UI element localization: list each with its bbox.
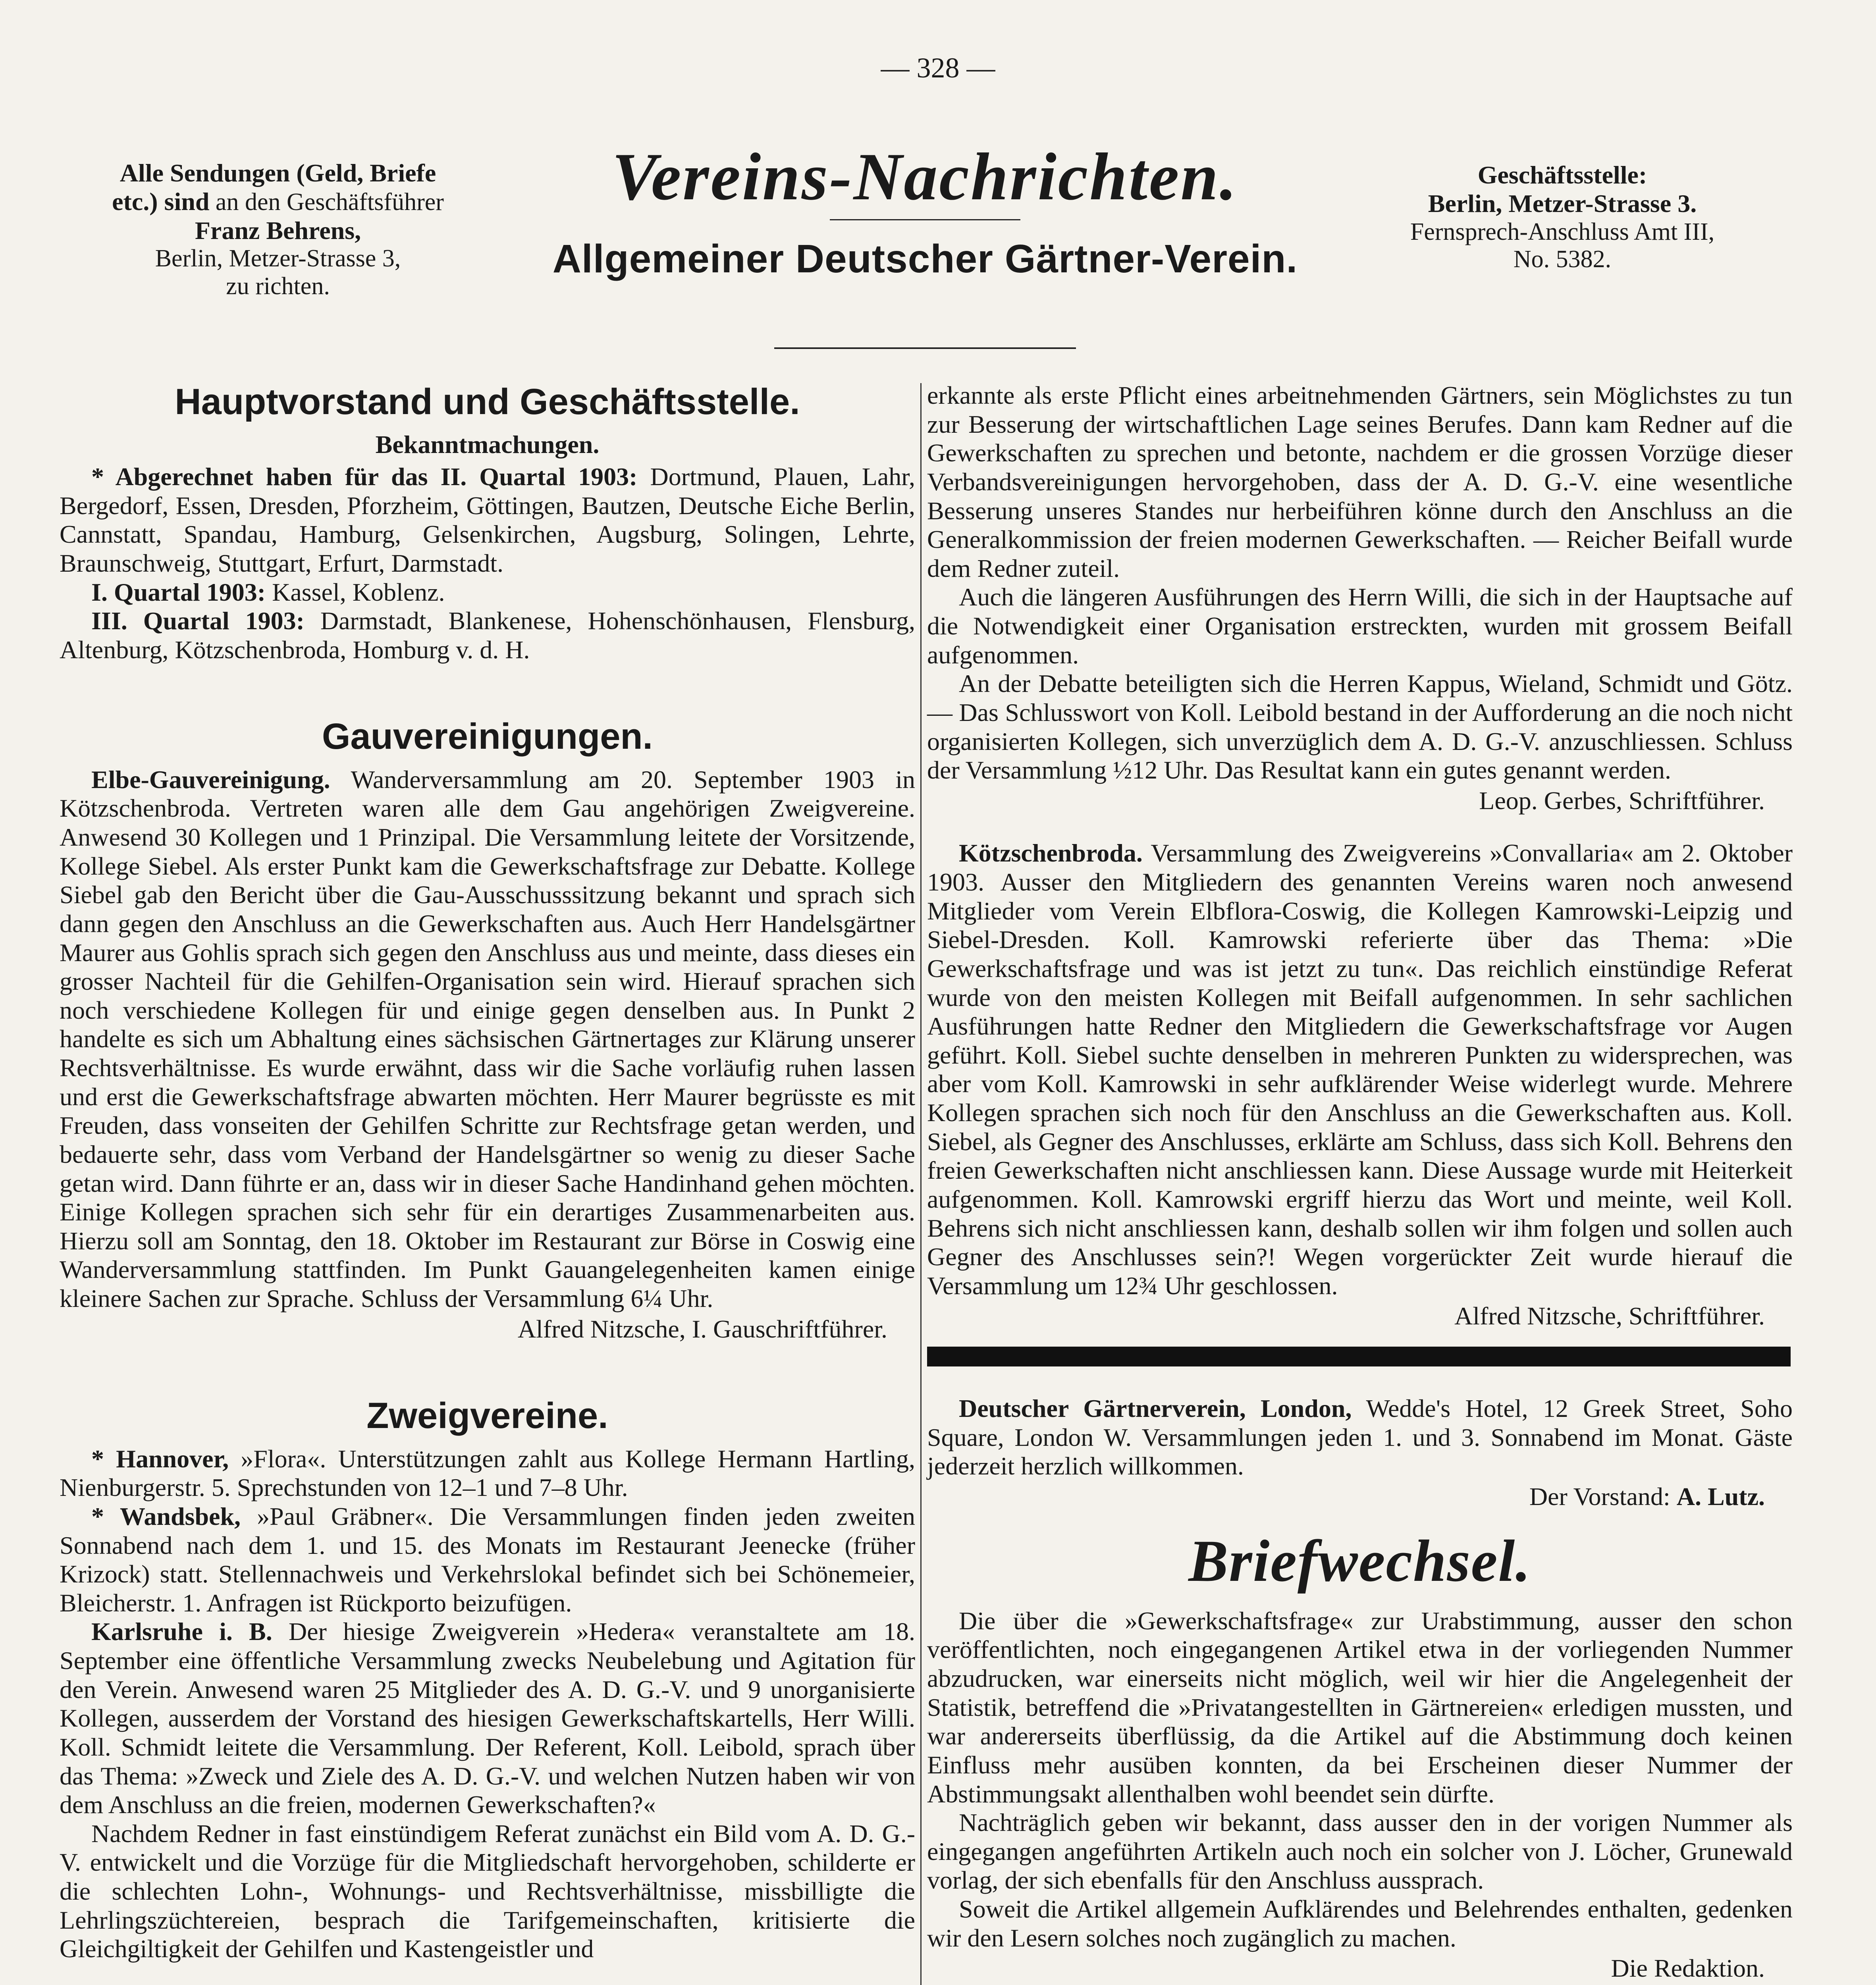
paragraph-brief-2: Nachträglich geben wir bekannt, dass ausser den in der vorigen Nummer als eingegangen angeführten Artikeln auch noch ein solcher von J. Löcher, Grunewald vorlag, der sich ebenfalls für den Anschluss aussprach. — [927, 1808, 1793, 1894]
header-left-line5: zu richten. — [226, 272, 330, 300]
signature-gerbes: Leop. Gerbes, Schriftführer. — [1479, 786, 1765, 815]
text-quartal-iii: Darmstadt, Blankenese, Hohenschönhausen, Flensburg, Altenburg, Kötzschenbroda, Homburg v. d. H. — [60, 607, 915, 664]
header-right-office — [1338, 161, 1787, 274]
text-quartal-ii: Dortmund, Plauen, Lahr, Bergedorf, Essen, Dresden, Pforzheim, Göttingen, Bautzen, Deutsche Eiche Berlin, Cannstatt, Spandau, Hamburg, Gelsenkirchen, Augsburg, Solingen, Lehrte, Braunschweig, Stuttgart, Erfurt, Darmstadt. — [60, 463, 916, 577]
lead-london: Deutscher Gärtnerverein, London, — [959, 1394, 1352, 1422]
text-hannover: »Flora«. Unterstützungen zahlt aus Kollege Hermann Hartling, Nienburgerstr. 5. Sprechstunden von 12–1 und 7–8 Uhr. — [60, 1444, 916, 1502]
section-title-gauvereinigungen: Gauvereinigungen. — [322, 716, 653, 757]
right-column — [927, 381, 1793, 1983]
masthead — [524, 139, 1326, 282]
left-column — [60, 381, 915, 1964]
page-number: — 328 — — [881, 52, 995, 84]
signature-vorstand-london — [927, 1482, 1765, 1511]
section-title-hauptvorstand: Hauptvorstand und Geschäftsstelle. — [175, 382, 800, 422]
paragraph-quartal-iii — [60, 607, 915, 664]
lead-hannover: * Hannover, — [91, 1444, 229, 1473]
header-right-line2: Berlin, Metzer-Strasse 3. — [1428, 189, 1697, 218]
signature-nitzsche-gau: Alfred Nitzsche, I. Gauschriftführer. — [517, 1314, 887, 1343]
paragraph-quartal-ii — [60, 463, 915, 578]
masthead-subtitle: Allgemeiner Deutscher Gärtner-Verein. — [552, 237, 1298, 281]
paragraph-karlsruhe-continued: erkannte als erste Pflicht eines arbeitnehmenden Gärtners, sein Möglichstes zu tun zur Besserung der wirtschaftlichen Lage seines Berufes. Dann kam Redner auf die Gewerkschaften zu sprechen und betonte, nachdem er die grossen Vorzüge dieser Verbandsvereinigungen hervorgehoben, dass der A. D. G.-V. eine wesentliche Besserung unseres Standes nur herbeiführen könne durch den Anschluss an die Generalkommission der freien modernen Gewerkschaften. — Reicher Beifall wurde dem Redner zuteil. — [927, 381, 1793, 582]
section-separator-bar — [927, 1347, 1791, 1366]
masthead-rule — [830, 219, 1020, 220]
lead-quartal-i: I. Quartal 1903: — [91, 578, 266, 606]
header-left-line2: an den Geschäftsführer — [209, 189, 444, 216]
signature-vorstand-label: Der Vorstand: — [1529, 1482, 1677, 1511]
masthead-title: Vereins-Nachrichten. — [612, 139, 1238, 214]
signature-nitzsche: Alfred Nitzsche, Schriftführer. — [1454, 1302, 1765, 1330]
paragraph-hannover — [60, 1445, 915, 1502]
paragraph-willi: Auch die längeren Ausführungen des Herrn Willi, die sich in der Hauptsache auf die Notwendigkeit einer Organisation erstreckten, wurden mit grossem Beifall aufgenommen. — [927, 583, 1793, 669]
paragraph-karlsruhe — [60, 1617, 915, 1819]
paragraph-brief-1: Die über die »Gewerkschaftsfrage« zur Urabstimmung, ausser den schon veröffentlichten, noch eingegangenen Artikel etwa in der vorliegenden Nummer abzudrucken, war einerseits nicht möglich, weil wir hier die Angelegenheit der Statistik, betreffend die »Privatangestellten in Gärtnereien« erledigen mussten, und war andererseits überflüssig, da die Artikel auf die Abstimmung doch keinen Einfluss mehr ausüben konnten, da bei Erscheinen dieser Nummer der Abstimmungsakt allenthalben wohl beendet sein dürfte. — [927, 1606, 1793, 1808]
section-title-zweigvereine: Zweigvereine. — [366, 1395, 608, 1436]
signature-redaktion: Die Redaktion. — [1611, 1954, 1765, 1983]
lead-wandsbek: * Wandsbek, — [91, 1502, 241, 1530]
paragraph-karlsruhe-cont: Nachdem Redner in fast einstündigem Referat zunächst ein Bild vom A. D. G.-V. entwickelt und die Vorzüge für die Mitgliedschaft hervorgehoben, schilderte er die schlechten Lohn-, Wohnungs- und Rechtsverhältnisse, missbilligte die Lehrlingszüchtereien, besprach die Tarifgemeinschaften, kritisierte die Gleichgiltigkeit der Gehilfen und Kastengeistler und — [60, 1819, 915, 1963]
section-subtitle-bekanntmachungen: Bekanntmachungen. — [375, 430, 600, 459]
paragraph-koetzschenbroda — [927, 839, 1793, 1300]
header-left-line4: Berlin, Metzer-Strasse 3, — [155, 245, 401, 272]
lead-koetzschenbroda: Kötzschenbroda. — [959, 839, 1143, 867]
header-right-line3: Fernsprech-Anschluss Amt III, — [1410, 218, 1715, 245]
text-karlsruhe: Der hiesige Zweigverein »Hedera« veranstaltete am 18. September eine öffentliche Versammlung zwecks Neubelebung und Agitation für den Verein. Anwesend waren 25 Mitglieder des A. D. G.-V. und 9 unorganisierte Kollegen, ausserdem der Vorstand des hiesigen Gewerkschaftskartells, Herr Willi. Koll. Schmidt leitete die Versammlung. Der Referent, Koll. Leibold, sprach über das Thema: »Zweck und Ziele des A. D. G.-V. und welchen Nutzen haben wir von dem Anschluss an die freien, modernen Gewerkschaften?« — [60, 1617, 916, 1819]
header-right-line1: Geschäftsstelle: — [1477, 161, 1647, 189]
header-right-line4: No. 5382. — [1513, 246, 1612, 273]
lead-quartal-ii: * Abgerechnet haben für das II. Quartal 1903: — [91, 463, 638, 491]
lead-elbe: Elbe-Gauvereinigung. — [91, 765, 330, 794]
header-divider — [774, 347, 1076, 349]
text-elbe: Wanderversammlung am 20. September 1903 in Kötzschenbroda. Vertreten waren alle dem Gau angehörigen Zweigvereine. Anwesend 30 Kollegen und 1 Prinzipal. Die Versammlung leitete der Vorsitzende, Kollege Siebel. Als erster Punkt kam die Gewerkschaftsfrage zur Debatte. Kollege Siebel gab den Bericht über die Gau-Ausschusssitzung bekannt und sprach sich dann gegen den Anschluss an die Gewerkschaften aus. Auch Herr Handelsgärtner Maurer aus Gohlis sprach sich gegen den Anschluss aus und meinte, dass dieses ein grosser Nachteil für die Gehilfen-Organisation sein wird. Hierauf sprachen sich noch verschiedene Kollegen für und einige gegen denselben aus. In Punkt 2 handelte es sich um Abhaltung eines sächsischen Gärtnertages zur Klärung unserer Rechtsverhältnisse. Es wurde erwähnt, dass wir die Sache vorläufig ruhen lassen und erst die Gewerkschaftsfrage abwarten möchten. Herr Maurer begrüsste es mit Freuden, dass vonseiten der Gehilfen Schritte zur Rechtsfrage getan werden, und bedauerte sehr, dass vom Verband der Handelsgärtner so wenig zu dieser Sache getan wird. Dann führte er an, dass wir in dieser Sache Handinhand gehen möchten. Einige Kollegen sprachen sich sehr für ein derartiges Zusammenarbeiten aus. Hierzu soll am Sonntag, den 18. Oktober im Restaurant zur Börse in Coswig eine Wanderversammlung stattfinden. Im Punkt Gauangelegenheiten kamen einige kleinere Sachen zur Sprache. Schluss der Versammlung 6¼ Uhr. — [60, 765, 915, 1313]
lead-quartal-iii: III. Quartal 1903: — [91, 607, 305, 635]
header-left-address — [79, 159, 476, 300]
signature-vorstand-name: A. Lutz. — [1676, 1482, 1765, 1511]
text-koetzschenbroda: Versammlung des Zweigvereins »Convallaria« am 2. Oktober 1903. Ausser den Mitgliedern des genannten Vereins waren noch anwesend Mitglieder vom Verein Elbflora-Coswig, die Kollegen Kamrowski-Leipzig und Siebel-Dresden. Koll. Kamrowski referierte über das Thema: »Die Gewerkschaftsfrage und was ist jetzt zu tun«. Das reichlich einstündige Referat wurde von den meisten Kollegen mit Beifall aufgenommen. In sehr sachlichen Ausführungen hatte Redner den Mitgliedern die Gewerkschaftsfrage vor Augen geführt. Koll. Siebel suchte denselben in mehreren Punkten zu widersprechen, was aber vom Koll. Kamrowski in sehr aufklärender Weise widerlegt wurde. Mehrere Kollegen sprachen sich noch für den Anschluss an die Gewerkschaften aus. Koll. Siebel, als Gegner des Anschlusses, erklärte am Schluss, dass sich Koll. Behrens den freien Gewerkschaften nicht anschliessen kann. Diese Aussage wurde mit Heiterkeit aufgenommen. Koll. Kamrowski ergriff hierzu das Wort und meinte, weil Koll. Behrens sich nicht anschliessen kann, deshalb sollen wir ihm folgen und sollen auch Gegner des Anschlusses sein?! Wegen vorgerückter Zeit wurde hierauf die Versammlung um 12¾ Uhr geschlossen. — [927, 839, 1793, 1300]
text-wandsbek: »Paul Gräbner«. Die Versammlungen finden jeden zweiten Sonnabend nach dem 1. und 15. des Monats im Restaurant Jeenecke (früher Krizock) statt. Stellennachweis und Verkehrslokal befindet sich bei Schönemeier, Bleicherstr. 1. Anfragen ist Rückporto beizufügen. — [60, 1502, 916, 1617]
section-title-briefwechsel: Briefwechsel. — [1188, 1528, 1531, 1594]
paragraph-brief-3: Soweit die Artikel allgemein Aufklärendes und Belehrendes enthalten, gedenken wir den Lesern solches noch zugänglich zu machen. — [927, 1895, 1793, 1952]
text-london: Wedde's Hotel, 12 Greek Street, Soho Square, London W. Versammlungen jeden 1. und 3. Sonnabend im Monat. Gäste jederzeit herzlich willkommen. — [927, 1394, 1793, 1480]
paragraph-london — [927, 1394, 1793, 1481]
paragraph-elbe-gauvereinigung — [60, 765, 915, 1313]
paragraph-wandsbek — [60, 1502, 915, 1618]
lead-karlsruhe: Karlsruhe i. B. — [91, 1617, 272, 1646]
header-left-line2-bold: etc.) sind — [112, 187, 210, 216]
paragraph-quartal-i — [60, 578, 915, 607]
paragraph-debatte: An der Debatte beteiligten sich die Herren Kappus, Wieland, Schmidt und Götz. — Das Schlusswort von Koll. Leibold bestand in der Aufforderung an die noch nicht organisierten Kollegen, sich unverzüglich dem A. D. G.-V. anzuschliessen. Schluss der Versammlung ½12 Uhr. Das Resultat kann ein gutes genannt werden. — [927, 669, 1793, 784]
header-left-line3: Franz Behrens, — [195, 216, 361, 245]
column-divider — [920, 383, 922, 1985]
text-quartal-i: Kassel, Koblenz. — [266, 578, 445, 606]
header-left-line1: Alle Sendungen (Geld, Briefe — [120, 159, 436, 187]
